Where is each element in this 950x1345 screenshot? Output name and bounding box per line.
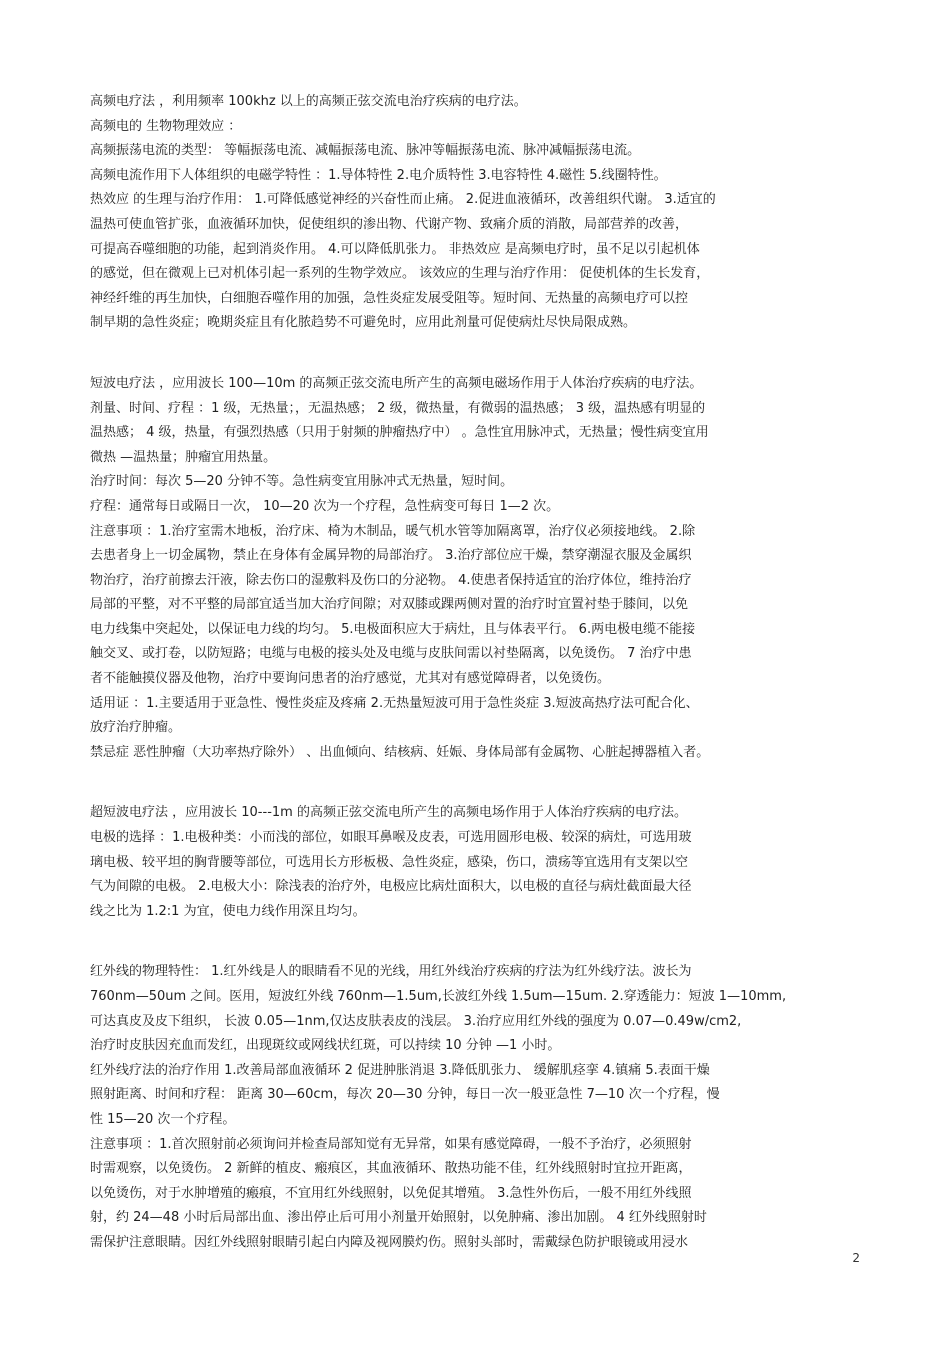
text-line: 性 15—20 次一个疗程。 xyxy=(90,1111,236,1127)
text-line: 者不能触摸仪器及他物，治疗中要询问患者的治疗感觉，尤其对有感觉障碍者，以免烫伤。 xyxy=(90,671,611,687)
text-line: 高频电的 生物物理效应 ： xyxy=(90,118,242,134)
section-ultrashortwave-therapy xyxy=(90,801,865,924)
section-infrared-therapy xyxy=(90,960,865,1255)
text-line: 注意事项 ：1.首次照射前必须询问并检查局部知觉有无异常，如果有感觉障碍，一般不予治疗，必须照射 xyxy=(90,1136,692,1152)
text-line: 红外线的物理特性： 1.红外线是人的眼睛看不见的光线，用红外线治疗疾病的疗法为红外线疗法。波长为 xyxy=(90,964,692,980)
text-line: 注意事项 ：1.治疗室需木地板，治疗床、椅为木制品，暖气机水管等加隔离罩，治疗仪必须接地线。 2.除 xyxy=(90,523,696,539)
text-line: 高频电疗法 ，利用频率 100khz 以上的高频正弦交流电治疗疾病的电疗法。 xyxy=(90,94,527,109)
text-line: 神经纤维的再生加快，白细胞吞噬作用的加强，急性炎症发展受阻等。短时间、无热量的高频电疗可以控 xyxy=(90,290,689,306)
text-line: 治疗时皮肤因充血而发红，出现斑纹或网线状红斑，可以持续 10 分钟 —1 小时。 xyxy=(90,1038,561,1054)
page-number: 2 xyxy=(852,1251,860,1265)
text-line: 禁忌症 恶性肿瘤（大功率热疗除外） 、出血倾向、结核病、妊娠、身体局部有金属物、心脏起搏器植入者。 xyxy=(90,744,710,760)
text-line: 时需观察，以免烫伤。 2 新鲜的植皮、瘢痕区，其血液循环、散热功能不佳，红外线照射时宜拉开距离， xyxy=(90,1161,692,1177)
text-line: 触交叉、或打卷，以防短路；电缆与电极的接头处及电缆与皮肤间需以衬垫隔离，以免烫伤。 7 治疗中患 xyxy=(90,646,692,662)
text-line: 电极的选择 ：1.电极种类：小而浅的部位，如眼耳鼻喉及皮表，可选用圆形电极、较深的病灶，可选用玻 xyxy=(90,830,692,846)
text-line: 可达真皮及皮下组织， 长波 0.05—1nm,仅达皮肤表皮的浅层。 3.治疗应用红外线的强度为 0.07—0.49w/cm2, xyxy=(90,1013,742,1029)
text-line: 760nm—50um 之间。医用，短波红外线 760nm—1.5um,长波红外线 1.5um—15um. 2.穿透能力：短波 1—10mm, xyxy=(90,989,787,1004)
text-line: 温热可使血管扩张，血液循环加快，促使组织的渗出物、代谢产物、致痛介质的消散，局部营养的改善， xyxy=(90,216,689,232)
text-line: 去患者身上一切金属物，禁止在身体有金属异物的局部治疗。 3.治疗部位应干燥，禁穿潮湿衣服及金属织 xyxy=(90,548,692,564)
text-line: 以免烫伤，对于水肿增殖的瘢痕，不宜用红外线照射，以免促其增殖。 3.急性外伤后，一般不用红外线照 xyxy=(90,1185,692,1201)
text-line: 温热感； 4 级，热量，有强烈热感（只用于射频的肿瘤热疗中） 。急性宜用脉冲式，无热量；慢性病变宜用 xyxy=(90,425,709,441)
text-line: 热效应 的生理与治疗作用： 1.可降低感觉神经的兴奋性而止痛。 2.促进血液循环，改善组织代谢。 3.适宜的 xyxy=(90,192,716,208)
text-line: 微热 —温热量；肿瘤宜用热量。 xyxy=(90,449,277,465)
text-line: 射，约 24—48 小时后局部出血、渗出停止后可用小剂量开始照射，以免肿痛、渗出加剧。 4 红外线照射时 xyxy=(90,1210,707,1226)
text-line: 短波电疗法 ，应用波长 100—10m 的高频正弦交流电所产生的高频电磁场作用于人体治疗疾病的电疗法。 xyxy=(90,375,703,391)
text-line: 高频振荡电流的类型： 等幅振荡电流、减幅振荡电流、脉冲等幅振荡电流、脉冲减幅振荡电流。 xyxy=(90,143,641,159)
text-line: 超短波电疗法 ，应用波长 10---1m 的高频正弦交流电所产生的高频电场作用于人体治疗疾病的电疗法。 xyxy=(90,805,687,821)
text-line: 放疗治疗肿瘤。 xyxy=(90,720,182,736)
text-line: 可提高吞噬细胞的功能，起到消炎作用。 4.可以降低肌张力。 非热效应 是高频电疗时，虽不足以引起机体 xyxy=(90,241,700,257)
text-line: 的感觉，但在微观上已对机体引起一系列的生物学效应。 该效应的生理与治疗作用： 促使机体的生长发育， xyxy=(90,266,710,282)
text-line: 剂量、时间、疗程 ：1 级，无热量；，无温热感； 2 级，微热量，有微弱的温热感； 3 级，温热感有明显的 xyxy=(90,400,706,416)
document-body xyxy=(90,90,865,1292)
text-line: 制早期的急性炎症；晚期炎症且有化脓趋势不可避免时，应用此剂量可促使病灶尽快局限成熟。 xyxy=(90,315,637,331)
text-line: 适用证 ：1.主要适用于亚急性、慢性炎症及疼痛 2.无热量短波可用于急性炎症 3.短波高热疗法可配合化、 xyxy=(90,695,699,711)
section-high-frequency-therapy xyxy=(90,90,865,336)
text-line: 红外线疗法的治疗作用 1.改善局部血液循环 2 促进肿胀消退 3.降低肌张力、 缓解肌痉挛 4.镇痛 5.表面干燥 xyxy=(90,1062,710,1078)
text-line: 电力线集中突起处，以保证电力线的均匀。 5.电极面积应大于病灶，且与体表平行。 6.两电极电缆不能接 xyxy=(90,621,696,637)
text-line: 高频电流作用下人体组织的电磁学特性 ：1.导体特性 2.电介质特性 3.电容特性 4.磁性 5.线圈特性。 xyxy=(90,167,667,183)
text-line: 局部的平整，对不平整的局部宜适当加大治疗间隙；对双膝或踝两侧对置的治疗时宜置衬垫于膝间，以免 xyxy=(90,597,689,613)
text-line: 气为间隙的电极。 2.电极大小：除浅表的治疗外，电极应比病灶面积大，以电极的直径与病灶截面最大径 xyxy=(90,879,692,895)
text-line: 治疗时间：每次 5—20 分钟不等。急性病变宜用脉冲式无热量，短时间。 xyxy=(90,474,514,490)
section-shortwave-therapy xyxy=(90,372,865,766)
text-line: 疗程：通常每日或隔日一次， 10—20 次为一个疗程，急性病变可每日 1—2 次。 xyxy=(90,498,560,514)
text-line: 需保护注意眼睛。因红外线照射眼睛引起白内障及视网膜灼伤。照射头部时，需戴绿色防护眼镜或用浸水 xyxy=(90,1234,689,1250)
text-line: 璃电极、较平坦的胸背腰等部位，可选用长方形板极、急性炎症，感染，伤口，溃疡等宜选用有支架以空 xyxy=(90,854,689,870)
text-line: 线之比为 1.2:1 为宜，使电力线作用深且均匀。 xyxy=(90,903,366,919)
text-line: 照射距离、时间和疗程： 距离 30—60cm，每次 20—30 分钟，每日一次一般亚急性 7—10 次一个疗程，慢 xyxy=(90,1087,720,1103)
text-line: 物治疗，治疗前擦去汗液，除去伤口的湿敷料及伤口的分泌物。 4.使患者保持适宜的治疗体位，维持治疗 xyxy=(90,572,692,588)
